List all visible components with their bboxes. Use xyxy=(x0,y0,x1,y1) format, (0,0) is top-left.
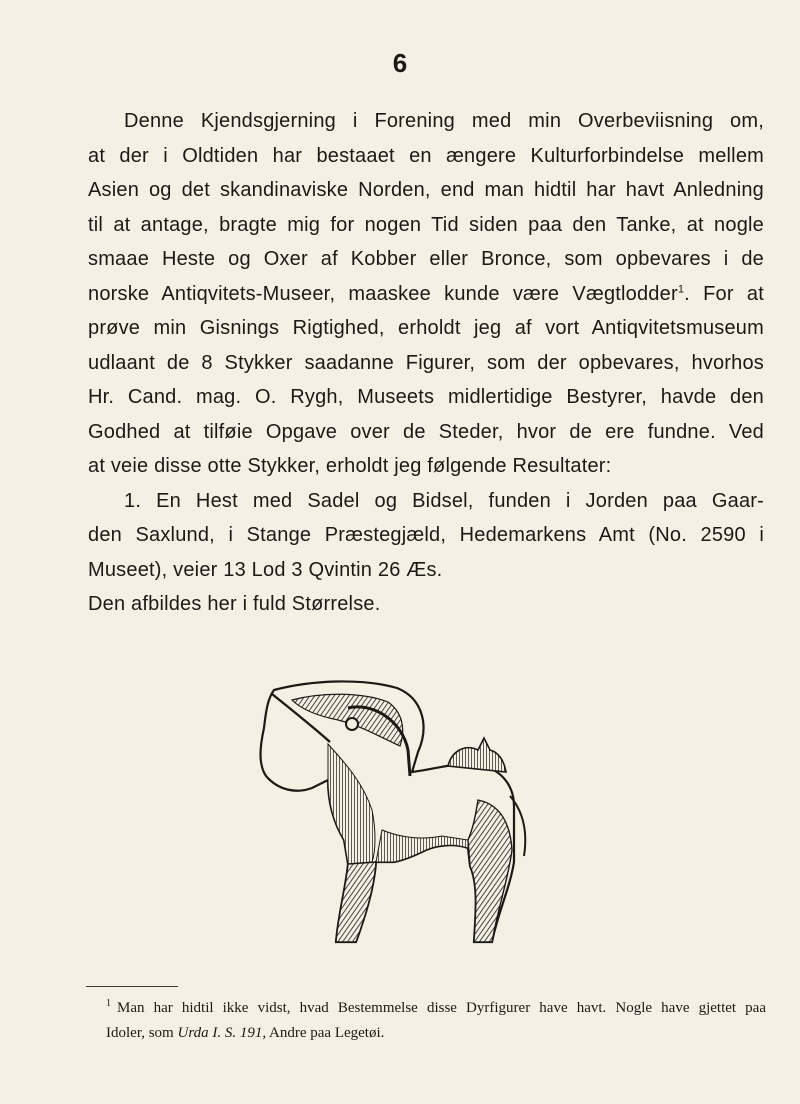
footnote-number: 1 xyxy=(106,998,111,1009)
text-line: at der i Oldtiden har bestaaet en ængere Kulturforbindelse mellem xyxy=(88,144,764,167)
text-line: Hr. Cand. mag. O. Rygh, Museets midlertidige Bestyrer, havde den xyxy=(88,386,764,408)
text-line: Denne Kjendsgjerning i Forening med min Overbeviisning om, xyxy=(124,110,764,132)
text-line-with-footnote-ref xyxy=(88,277,764,312)
text-line: 1. En Hest med Sadel og Bidsel, funden i Jorden paa Gaar- xyxy=(124,489,764,512)
footnote-text: Idoler, som xyxy=(106,1025,178,1041)
text-line: at veie disse otte Stykker, erholdt jeg følgende Resultater: xyxy=(88,455,612,477)
text-line: Asien og det skandinaviske Norden, end man hidtil har havt Anledning xyxy=(88,179,764,201)
text-line: Museet), veier 13 Lod 3 Qvintin 26 Æs. xyxy=(88,558,443,581)
text-line: den Saxlund, i Stange Præstegjæld, Hedemarkens Amt (No. 2590 i xyxy=(88,524,764,546)
footnote-reference[interactable]: 1 xyxy=(677,282,685,295)
bronze-horse-figurine-icon xyxy=(252,680,564,976)
page-number: 6 xyxy=(392,48,408,78)
text-segment: norske Antiqvitets-Museer, maaskee kunde være Vægtlodder xyxy=(88,282,678,305)
footnote-text: Andre paa Legetøi. xyxy=(266,1025,385,1041)
footnote-text: Man har hidtil ikke vidst, hvad Bestemmelse disse Dyrfigurer have havt. Nogle have gjettet paa xyxy=(117,1000,766,1016)
body-text xyxy=(88,104,764,622)
text-segment: . For at xyxy=(684,282,764,305)
text-line: Godhed at tilføie Opgave over de Steder, hvor de ere fundne. Ved xyxy=(88,420,764,443)
text-line: udlaant de 8 Stykker saadanne Figurer, som der opbevares, hvorhos xyxy=(88,351,764,374)
text-line: til at antage, bragte mig for nogen Tid siden paa den Tanke, at nogle xyxy=(88,213,764,236)
footnote-divider xyxy=(86,986,178,987)
footnote-line xyxy=(86,1021,766,1046)
footnote xyxy=(86,996,766,1046)
figure-caption-line: Den afbildes her i fuld Størrelse. xyxy=(88,593,381,615)
text-line: smaae Heste og Oxer af Kobber eller Bronce, som opbevares i de xyxy=(88,248,764,270)
footnote-line xyxy=(86,996,766,1021)
text-line: prøve min Gisnings Rigtighed, erholdt jeg af vort Antiqvitetsmuseum xyxy=(88,317,764,339)
footnote-citation: Urda I. S. 191, xyxy=(177,1025,267,1041)
